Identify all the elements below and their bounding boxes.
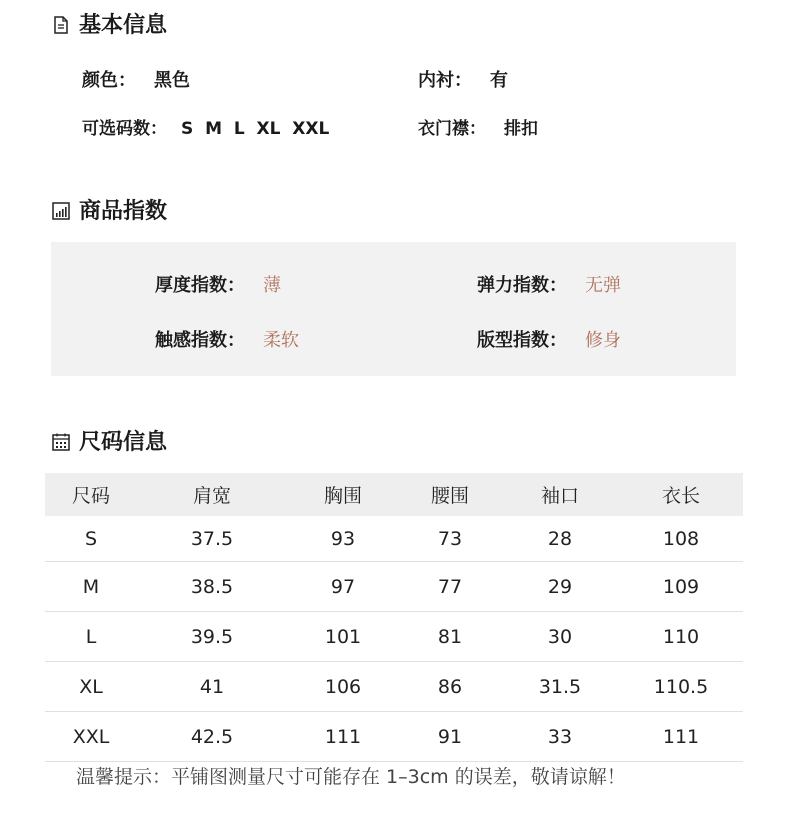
closure-label: 衣门襟： bbox=[418, 119, 486, 139]
size-info-title: 尺码信息 bbox=[52, 425, 167, 456]
table-cell: 28 bbox=[501, 516, 619, 562]
table-cell: 108 bbox=[619, 516, 743, 562]
table-cell: 29 bbox=[501, 562, 619, 612]
signal-bars-icon bbox=[52, 201, 70, 219]
sizes-value: S M L XL XXL bbox=[181, 119, 330, 139]
document-icon bbox=[52, 15, 70, 33]
table-cell: 86 bbox=[399, 662, 501, 712]
lining-label: 内衬： bbox=[418, 70, 472, 91]
touch-label: 触感指数： bbox=[155, 330, 245, 351]
table-row bbox=[45, 516, 743, 562]
header-shoulder: 肩宽 bbox=[137, 473, 287, 516]
table-cell: 110 bbox=[619, 612, 743, 662]
table-row bbox=[45, 612, 743, 662]
closure-value: 排扣 bbox=[504, 119, 538, 139]
lining-value: 有 bbox=[490, 70, 508, 91]
product-index-title: 商品指数 bbox=[52, 194, 167, 225]
closure-row bbox=[418, 114, 538, 139]
table-cell: 97 bbox=[287, 562, 399, 612]
table-cell: 33 bbox=[501, 712, 619, 762]
color-label: 颜色： bbox=[82, 70, 136, 91]
table-cell: 77 bbox=[399, 562, 501, 612]
elasticity-label: 弹力指数： bbox=[477, 275, 567, 296]
table-cell: 106 bbox=[287, 662, 399, 712]
table-cell: 93 bbox=[287, 516, 399, 562]
table-cell: 111 bbox=[287, 712, 399, 762]
touch-index bbox=[155, 326, 299, 352]
header-chest: 胸围 bbox=[287, 473, 399, 516]
size-table bbox=[45, 473, 743, 762]
table-cell: S bbox=[45, 516, 137, 562]
table-row bbox=[45, 562, 743, 612]
measurement-note: 温馨提示：平铺图测量尺寸可能存在 1–3cm 的误差，敬请谅解！ bbox=[76, 766, 626, 788]
table-cell: 37.5 bbox=[137, 516, 287, 562]
table-cell: XL bbox=[45, 662, 137, 712]
elasticity-value: 无弹 bbox=[585, 275, 621, 296]
elasticity-index bbox=[477, 271, 621, 297]
fit-index bbox=[477, 326, 621, 352]
header-length: 衣长 bbox=[619, 473, 743, 516]
sizes-row bbox=[82, 114, 329, 139]
thickness-label: 厚度指数： bbox=[155, 275, 245, 296]
table-cell: XXL bbox=[45, 712, 137, 762]
size-table-header bbox=[45, 473, 743, 516]
product-index-panel bbox=[51, 242, 736, 376]
table-cell: M bbox=[45, 562, 137, 612]
table-cell: 109 bbox=[619, 562, 743, 612]
table-cell: 111 bbox=[619, 712, 743, 762]
table-row bbox=[45, 712, 743, 762]
table-cell: 30 bbox=[501, 612, 619, 662]
table-cell: 91 bbox=[399, 712, 501, 762]
touch-value: 柔软 bbox=[263, 330, 299, 351]
table-cell: 31.5 bbox=[501, 662, 619, 712]
table-row bbox=[45, 662, 743, 712]
header-waist: 腰围 bbox=[399, 473, 501, 516]
table-cell: 38.5 bbox=[137, 562, 287, 612]
table-cell: 101 bbox=[287, 612, 399, 662]
table-cell: 39.5 bbox=[137, 612, 287, 662]
calendar-icon bbox=[52, 432, 70, 450]
color-value: 黑色 bbox=[154, 70, 190, 91]
header-size: 尺码 bbox=[45, 473, 137, 516]
header-cuff: 袖口 bbox=[501, 473, 619, 516]
fit-value: 修身 bbox=[585, 330, 621, 351]
lining-row bbox=[418, 66, 508, 92]
basic-info-title: 基本信息 bbox=[52, 8, 167, 39]
sizes-label: 可选码数： bbox=[82, 119, 167, 139]
table-cell: L bbox=[45, 612, 137, 662]
table-cell: 42.5 bbox=[137, 712, 287, 762]
table-cell: 110.5 bbox=[619, 662, 743, 712]
fit-label: 版型指数： bbox=[477, 330, 567, 351]
table-cell: 73 bbox=[399, 516, 501, 562]
table-cell: 41 bbox=[137, 662, 287, 712]
table-cell: 81 bbox=[399, 612, 501, 662]
thickness-index bbox=[155, 271, 281, 297]
thickness-value: 薄 bbox=[263, 275, 281, 296]
color-row bbox=[82, 66, 190, 92]
